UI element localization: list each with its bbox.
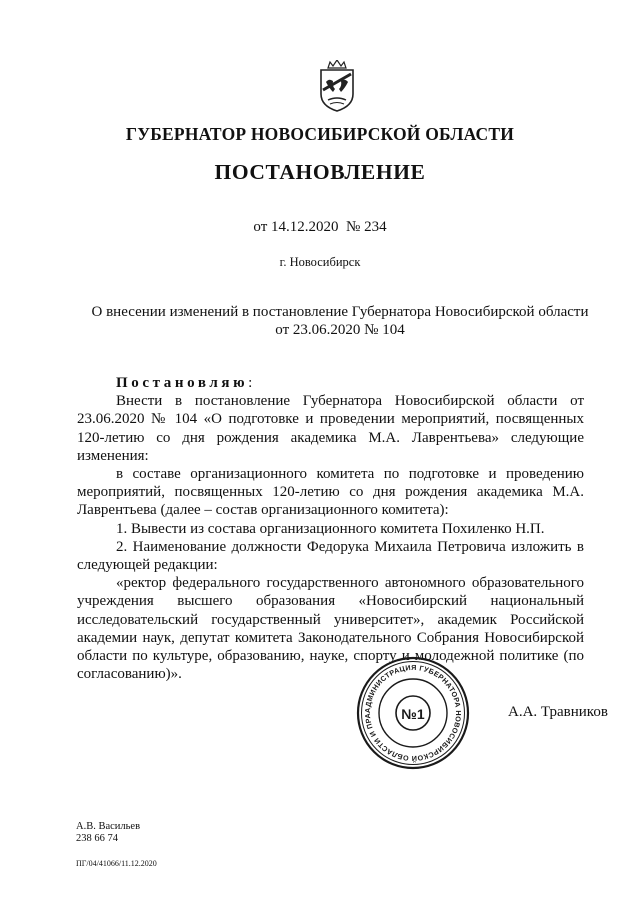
stamp-number: №1 (401, 706, 425, 722)
paragraph-4: 2. Наименование должности Федорука Михаила Петровича изложить в следующей редакции: (77, 538, 584, 574)
paragraph-3: 1. Вывести из состава организационного комитета Похиленко Н.П. (116, 520, 545, 537)
document-reference: ПГ/04/41066/11.12.2020 (76, 859, 157, 868)
subject-line-1: О внесении изменений в постановление Губернатора Новосибирской области (91, 304, 589, 320)
decree-word: Постановляю (116, 375, 249, 391)
paragraph-1: Внести в постановление Губернатора Новосибирской области от 23.06.2020 № 104 «О подготовке и проведении мероприятий, посвященных 120-летию со дня рождения академика М.А. Лаврентьева» следующие изменения: (77, 393, 584, 464)
official-stamp (356, 656, 470, 770)
stamp-ring-text: АДМИНИСТРАЦИЯ ГУБЕРНАТОРА НОВОСИБИРСКОЙ ОБЛАСТИ И ПРА (362, 662, 464, 764)
signatory-name: А.А. Травников (508, 704, 608, 720)
issuer-heading: ГУБЕРНАТОР НОВОСИБИРСКОЙ ОБЛАСТИ (125, 124, 515, 144)
document-subject (80, 303, 600, 339)
paragraph-2: в составе организационного комитета по подготовке и проведению мероприятий, посвященных 120-летию со дня рождения академика М.А. Лаврентьева (далее – состав организационного комитета): (77, 466, 584, 519)
decree-heading (77, 374, 584, 392)
document-type-title: ПОСТАНОВЛЕНИЕ (214, 160, 426, 184)
subject-line-2: от 23.06.2020 № 104 (275, 322, 405, 338)
paragraph-5: «ректор федерального государственного автономного образовательного учреждения высшего образования «Новосибирский национальный исследовательский государственный университет», академик Российской академии наук, депутат комитета Законодательного Собрания Новосибирской области по культуре, образованию, науке, спорту и молодежной политике (по согласованию)». (77, 575, 584, 683)
executor-block (76, 821, 140, 845)
executor-name: А.В. Васильев (76, 821, 141, 832)
date-and-number: от 14.12.2020 № 234 (253, 219, 387, 235)
city-line: г. Новосибирск (279, 255, 361, 269)
document-body (77, 374, 584, 683)
executor-phone: 238 66 74 (76, 833, 118, 844)
decree-colon: : (248, 375, 253, 391)
coat-of-arms-emblem (316, 60, 358, 112)
